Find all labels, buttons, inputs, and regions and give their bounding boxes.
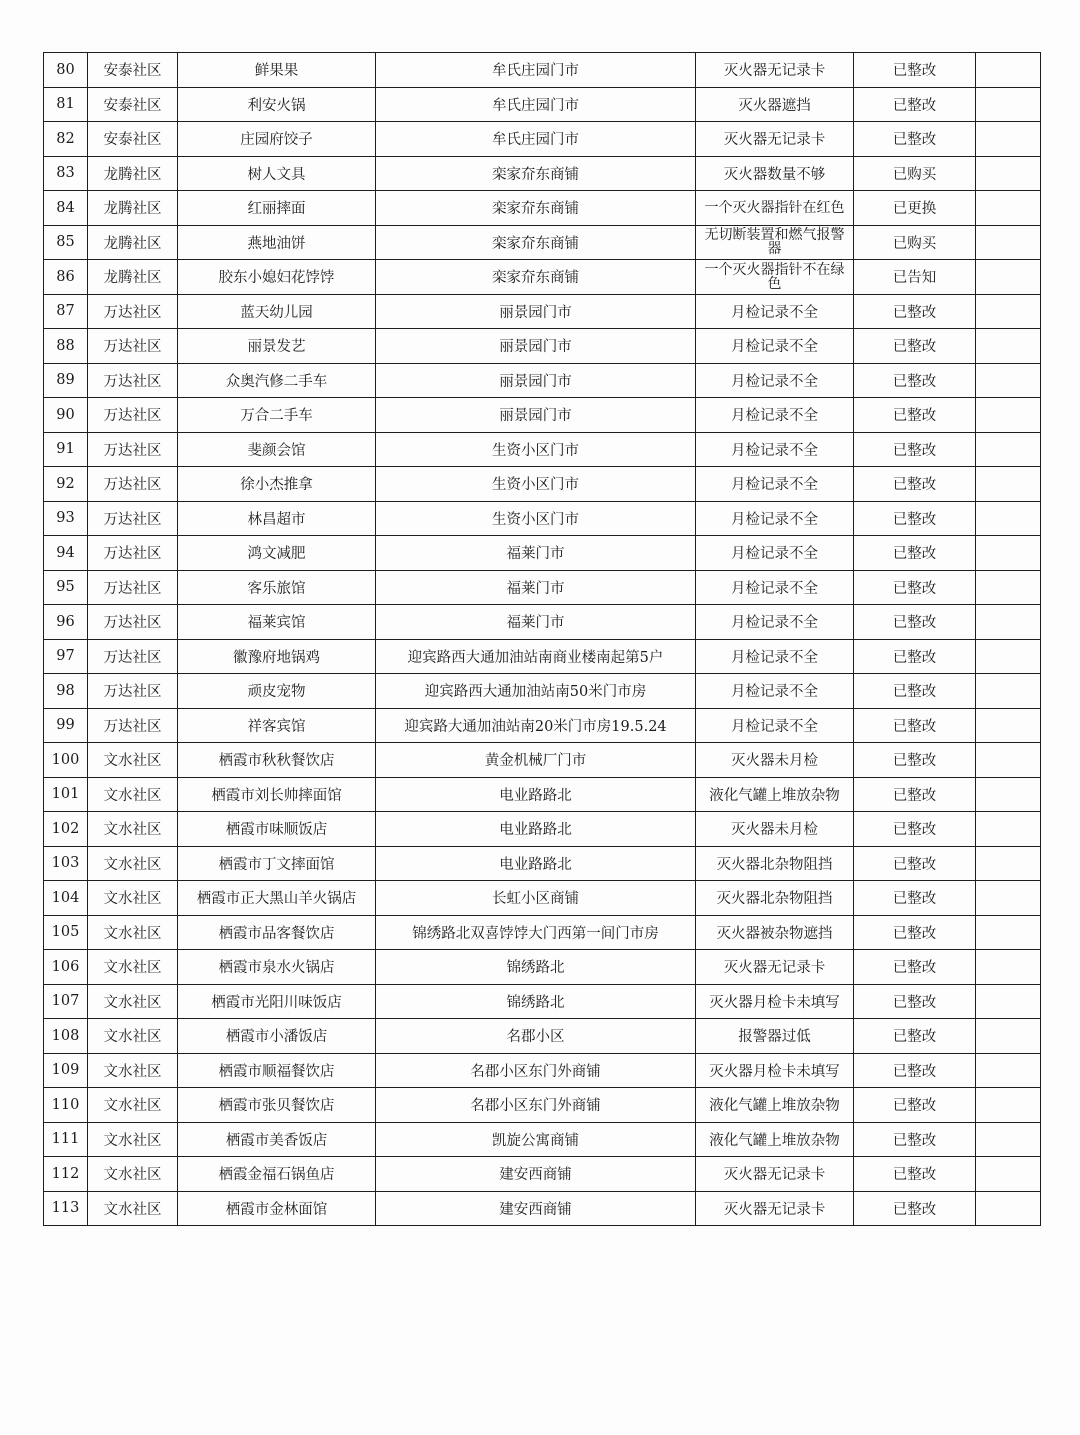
community-cell: 龙腾社区 — [88, 260, 178, 295]
status-cell: 已整改 — [854, 881, 976, 916]
community-cell: 文水社区 — [88, 846, 178, 881]
status-cell: 已整改 — [854, 846, 976, 881]
location-cell: 牟氏庄园门市 — [376, 122, 696, 157]
row-number-cell: 102 — [44, 812, 88, 847]
status-cell: 已整改 — [854, 1019, 976, 1054]
location-cell: 迎宾路西大通加油站南50米门市房 — [376, 674, 696, 709]
table-row — [44, 1053, 1041, 1088]
issue-cell: 灭火器北杂物阻挡 — [696, 881, 854, 916]
remark-cell — [976, 191, 1041, 226]
row-number-cell: 87 — [44, 294, 88, 329]
remark-cell — [976, 674, 1041, 709]
row-number-cell: 98 — [44, 674, 88, 709]
row-number-cell: 88 — [44, 329, 88, 364]
remark-cell — [976, 501, 1041, 536]
community-cell: 文水社区 — [88, 1088, 178, 1123]
row-number-cell: 85 — [44, 225, 88, 260]
business-name-cell: 丽景发艺 — [178, 329, 376, 364]
row-number-cell: 108 — [44, 1019, 88, 1054]
table-row — [44, 122, 1041, 157]
remark-cell — [976, 1088, 1041, 1123]
issue-cell: 月检记录不全 — [696, 570, 854, 605]
status-cell: 已购买 — [854, 156, 976, 191]
location-cell: 福莱门市 — [376, 570, 696, 605]
location-cell: 名郡小区东门外商铺 — [376, 1088, 696, 1123]
community-cell: 安泰社区 — [88, 53, 178, 88]
row-number-cell: 81 — [44, 87, 88, 122]
community-cell: 万达社区 — [88, 639, 178, 674]
status-cell: 已整改 — [854, 950, 976, 985]
business-name-cell: 栖霞市光阳川味饭店 — [178, 984, 376, 1019]
business-name-cell: 栖霞市正大黑山羊火锅店 — [178, 881, 376, 916]
row-number-cell: 107 — [44, 984, 88, 1019]
community-cell: 万达社区 — [88, 605, 178, 640]
remark-cell — [976, 1157, 1041, 1192]
issue-cell: 月检记录不全 — [696, 363, 854, 398]
location-cell: 建安西商铺 — [376, 1191, 696, 1226]
location-cell: 栾家夼东商铺 — [376, 191, 696, 226]
community-cell: 文水社区 — [88, 881, 178, 916]
community-cell: 万达社区 — [88, 432, 178, 467]
issue-cell: 灭火器无记录卡 — [696, 950, 854, 985]
business-name-cell: 鸿文减肥 — [178, 536, 376, 571]
community-cell: 文水社区 — [88, 1122, 178, 1157]
status-cell: 已整改 — [854, 329, 976, 364]
row-number-cell: 97 — [44, 639, 88, 674]
remark-cell — [976, 432, 1041, 467]
table-row — [44, 87, 1041, 122]
business-name-cell: 栖霞市品客餐饮店 — [178, 915, 376, 950]
status-cell: 已整改 — [854, 294, 976, 329]
business-name-cell: 栖霞市泉水火锅店 — [178, 950, 376, 985]
table-row — [44, 225, 1041, 260]
issue-cell: 月检记录不全 — [696, 501, 854, 536]
community-cell: 万达社区 — [88, 536, 178, 571]
table-row — [44, 432, 1041, 467]
remark-cell — [976, 53, 1041, 88]
issue-cell: 月检记录不全 — [696, 536, 854, 571]
business-name-cell: 祥客宾馆 — [178, 708, 376, 743]
remark-cell — [976, 1019, 1041, 1054]
issue-cell: 一个灭火器指针不在绿色 — [696, 260, 854, 295]
row-number-cell: 105 — [44, 915, 88, 950]
location-cell: 名郡小区东门外商铺 — [376, 1053, 696, 1088]
issue-cell: 月检记录不全 — [696, 639, 854, 674]
row-number-cell: 92 — [44, 467, 88, 502]
location-cell: 凯旋公寓商铺 — [376, 1122, 696, 1157]
issue-cell: 灭火器月检卡未填写 — [696, 984, 854, 1019]
status-cell: 已整改 — [854, 432, 976, 467]
row-number-cell: 101 — [44, 777, 88, 812]
issue-cell: 灭火器未月检 — [696, 812, 854, 847]
remark-cell — [976, 467, 1041, 502]
issue-cell: 月检记录不全 — [696, 294, 854, 329]
issue-cell: 一个灭火器指针在红色 — [696, 191, 854, 226]
table-row — [44, 467, 1041, 502]
remark-cell — [976, 950, 1041, 985]
issue-cell: 灭火器被杂物遮挡 — [696, 915, 854, 950]
location-cell: 栾家夼东商铺 — [376, 260, 696, 295]
table-row — [44, 1157, 1041, 1192]
community-cell: 万达社区 — [88, 363, 178, 398]
location-cell: 电业路路北 — [376, 777, 696, 812]
business-name-cell: 树人文具 — [178, 156, 376, 191]
table-row — [44, 777, 1041, 812]
status-cell: 已整改 — [854, 53, 976, 88]
status-cell: 已整改 — [854, 87, 976, 122]
location-cell: 锦绣路北 — [376, 950, 696, 985]
table-row — [44, 191, 1041, 226]
location-cell: 丽景园门市 — [376, 363, 696, 398]
issue-cell: 月检记录不全 — [696, 708, 854, 743]
location-cell: 名郡小区 — [376, 1019, 696, 1054]
issue-cell: 液化气罐上堆放杂物 — [696, 777, 854, 812]
community-cell: 万达社区 — [88, 294, 178, 329]
table-row — [44, 639, 1041, 674]
table-row — [44, 53, 1041, 88]
location-cell: 生资小区门市 — [376, 467, 696, 502]
status-cell: 已整改 — [854, 398, 976, 433]
row-number-cell: 93 — [44, 501, 88, 536]
status-cell: 已整改 — [854, 1088, 976, 1123]
location-cell: 锦绣路北 — [376, 984, 696, 1019]
location-cell: 电业路路北 — [376, 812, 696, 847]
status-cell: 已整改 — [854, 915, 976, 950]
community-cell: 文水社区 — [88, 1019, 178, 1054]
business-name-cell: 栖霞市张贝餐饮店 — [178, 1088, 376, 1123]
community-cell: 万达社区 — [88, 674, 178, 709]
status-cell: 已整改 — [854, 570, 976, 605]
table-row — [44, 329, 1041, 364]
row-number-cell: 100 — [44, 743, 88, 778]
issue-cell: 月检记录不全 — [696, 674, 854, 709]
business-name-cell: 栖霞市刘长帅摔面馆 — [178, 777, 376, 812]
remark-cell — [976, 536, 1041, 571]
table-row — [44, 1088, 1041, 1123]
status-cell: 已告知 — [854, 260, 976, 295]
business-name-cell: 栖霞市小潘饭店 — [178, 1019, 376, 1054]
community-cell: 龙腾社区 — [88, 225, 178, 260]
business-name-cell: 万合二手车 — [178, 398, 376, 433]
row-number-cell: 89 — [44, 363, 88, 398]
community-cell: 文水社区 — [88, 1053, 178, 1088]
table-row — [44, 363, 1041, 398]
remark-cell — [976, 881, 1041, 916]
remark-cell — [976, 122, 1041, 157]
row-number-cell: 111 — [44, 1122, 88, 1157]
business-name-cell: 福莱宾馆 — [178, 605, 376, 640]
community-cell: 文水社区 — [88, 984, 178, 1019]
business-name-cell: 鲜果果 — [178, 53, 376, 88]
row-number-cell: 96 — [44, 605, 88, 640]
status-cell: 已整改 — [854, 639, 976, 674]
remark-cell — [976, 708, 1041, 743]
remark-cell — [976, 570, 1041, 605]
table-row — [44, 1019, 1041, 1054]
community-cell: 文水社区 — [88, 743, 178, 778]
status-cell: 已整改 — [854, 536, 976, 571]
row-number-cell: 82 — [44, 122, 88, 157]
table-row — [44, 501, 1041, 536]
status-cell: 已整改 — [854, 674, 976, 709]
row-number-cell: 91 — [44, 432, 88, 467]
community-cell: 万达社区 — [88, 398, 178, 433]
issue-cell: 灭火器未月检 — [696, 743, 854, 778]
business-name-cell: 客乐旅馆 — [178, 570, 376, 605]
row-number-cell: 94 — [44, 536, 88, 571]
business-name-cell: 林昌超市 — [178, 501, 376, 536]
location-cell: 电业路路北 — [376, 846, 696, 881]
issue-cell: 灭火器遮挡 — [696, 87, 854, 122]
table-row — [44, 1191, 1041, 1226]
issue-cell: 月检记录不全 — [696, 398, 854, 433]
status-cell: 已整改 — [854, 777, 976, 812]
inspection-table — [43, 52, 1041, 1226]
status-cell: 已更换 — [854, 191, 976, 226]
table-row — [44, 743, 1041, 778]
status-cell: 已整改 — [854, 122, 976, 157]
community-cell: 万达社区 — [88, 467, 178, 502]
table-row — [44, 674, 1041, 709]
issue-cell: 月检记录不全 — [696, 329, 854, 364]
location-cell: 牟氏庄园门市 — [376, 87, 696, 122]
remark-cell — [976, 984, 1041, 1019]
community-cell: 安泰社区 — [88, 122, 178, 157]
row-number-cell: 83 — [44, 156, 88, 191]
location-cell: 福莱门市 — [376, 605, 696, 640]
community-cell: 文水社区 — [88, 812, 178, 847]
location-cell: 丽景园门市 — [376, 294, 696, 329]
status-cell: 已整改 — [854, 743, 976, 778]
community-cell: 龙腾社区 — [88, 191, 178, 226]
remark-cell — [976, 812, 1041, 847]
location-cell: 生资小区门市 — [376, 432, 696, 467]
issue-cell: 月检记录不全 — [696, 605, 854, 640]
table-row — [44, 1122, 1041, 1157]
status-cell: 已购买 — [854, 225, 976, 260]
community-cell: 文水社区 — [88, 950, 178, 985]
business-name-cell: 栖霞市秋秋餐饮店 — [178, 743, 376, 778]
status-cell: 已整改 — [854, 1157, 976, 1192]
table-row — [44, 398, 1041, 433]
business-name-cell: 蓝天幼儿园 — [178, 294, 376, 329]
remark-cell — [976, 605, 1041, 640]
row-number-cell: 109 — [44, 1053, 88, 1088]
location-cell: 生资小区门市 — [376, 501, 696, 536]
issue-cell: 灭火器北杂物阻挡 — [696, 846, 854, 881]
location-cell: 长虹小区商铺 — [376, 881, 696, 916]
issue-cell: 灭火器无记录卡 — [696, 122, 854, 157]
issue-cell: 灭火器无记录卡 — [696, 1191, 854, 1226]
remark-cell — [976, 398, 1041, 433]
table-row — [44, 156, 1041, 191]
business-name-cell: 栖霞市味顺饭店 — [178, 812, 376, 847]
row-number-cell: 80 — [44, 53, 88, 88]
row-number-cell: 112 — [44, 1157, 88, 1192]
issue-cell: 月检记录不全 — [696, 467, 854, 502]
location-cell: 栾家夼东商铺 — [376, 156, 696, 191]
location-cell: 牟氏庄园门市 — [376, 53, 696, 88]
business-name-cell: 燕地油饼 — [178, 225, 376, 260]
business-name-cell: 红丽摔面 — [178, 191, 376, 226]
status-cell: 已整改 — [854, 812, 976, 847]
business-name-cell: 栖霞市丁文摔面馆 — [178, 846, 376, 881]
location-cell: 丽景园门市 — [376, 398, 696, 433]
row-number-cell: 106 — [44, 950, 88, 985]
issue-cell: 灭火器无记录卡 — [696, 53, 854, 88]
status-cell: 已整改 — [854, 467, 976, 502]
community-cell: 文水社区 — [88, 1157, 178, 1192]
community-cell: 万达社区 — [88, 501, 178, 536]
status-cell: 已整改 — [854, 984, 976, 1019]
location-cell: 建安西商铺 — [376, 1157, 696, 1192]
community-cell: 文水社区 — [88, 915, 178, 950]
business-name-cell: 栖霞市顺福餐饮店 — [178, 1053, 376, 1088]
row-number-cell: 95 — [44, 570, 88, 605]
issue-cell: 无切断装置和燃气报警器 — [696, 225, 854, 260]
row-number-cell: 104 — [44, 881, 88, 916]
business-name-cell: 徽豫府地锅鸡 — [178, 639, 376, 674]
community-cell: 万达社区 — [88, 708, 178, 743]
business-name-cell: 胶东小媳妇花饽饽 — [178, 260, 376, 295]
business-name-cell: 栖霞金福石锅鱼店 — [178, 1157, 376, 1192]
table-row — [44, 915, 1041, 950]
inspection-table-body — [44, 53, 1041, 1226]
table-row — [44, 846, 1041, 881]
remark-cell — [976, 639, 1041, 674]
issue-cell: 灭火器月检卡未填写 — [696, 1053, 854, 1088]
row-number-cell: 113 — [44, 1191, 88, 1226]
row-number-cell: 84 — [44, 191, 88, 226]
table-row — [44, 950, 1041, 985]
issue-cell: 液化气罐上堆放杂物 — [696, 1122, 854, 1157]
issue-cell: 液化气罐上堆放杂物 — [696, 1088, 854, 1123]
location-cell: 丽景园门市 — [376, 329, 696, 364]
location-cell: 迎宾路大通加油站南20米门市房19.5.24 — [376, 708, 696, 743]
table-row — [44, 881, 1041, 916]
remark-cell — [976, 777, 1041, 812]
location-cell: 黄金机械厂门市 — [376, 743, 696, 778]
status-cell: 已整改 — [854, 1191, 976, 1226]
community-cell: 万达社区 — [88, 329, 178, 364]
remark-cell — [976, 87, 1041, 122]
business-name-cell: 栖霞市美香饭店 — [178, 1122, 376, 1157]
table-row — [44, 536, 1041, 571]
remark-cell — [976, 294, 1041, 329]
community-cell: 万达社区 — [88, 570, 178, 605]
row-number-cell: 110 — [44, 1088, 88, 1123]
business-name-cell: 斐颜会馆 — [178, 432, 376, 467]
table-row — [44, 984, 1041, 1019]
remark-cell — [976, 329, 1041, 364]
location-cell: 锦绣路北双喜饽饽大门西第一间门市房 — [376, 915, 696, 950]
remark-cell — [976, 1053, 1041, 1088]
remark-cell — [976, 846, 1041, 881]
table-row — [44, 294, 1041, 329]
status-cell: 已整改 — [854, 363, 976, 398]
remark-cell — [976, 260, 1041, 295]
status-cell: 已整改 — [854, 501, 976, 536]
status-cell: 已整改 — [854, 708, 976, 743]
row-number-cell: 90 — [44, 398, 88, 433]
table-row — [44, 570, 1041, 605]
row-number-cell: 103 — [44, 846, 88, 881]
table-row — [44, 812, 1041, 847]
remark-cell — [976, 1191, 1041, 1226]
community-cell: 龙腾社区 — [88, 156, 178, 191]
community-cell: 文水社区 — [88, 777, 178, 812]
table-row — [44, 708, 1041, 743]
table-row — [44, 260, 1041, 295]
remark-cell — [976, 225, 1041, 260]
business-name-cell: 徐小杰推拿 — [178, 467, 376, 502]
issue-cell: 月检记录不全 — [696, 432, 854, 467]
location-cell: 栾家夼东商铺 — [376, 225, 696, 260]
remark-cell — [976, 363, 1041, 398]
status-cell: 已整改 — [854, 1122, 976, 1157]
location-cell: 迎宾路西大通加油站南商业楼南起第5户 — [376, 639, 696, 674]
business-name-cell: 栖霞市金林面馆 — [178, 1191, 376, 1226]
status-cell: 已整改 — [854, 1053, 976, 1088]
remark-cell — [976, 743, 1041, 778]
community-cell: 文水社区 — [88, 1191, 178, 1226]
location-cell: 福莱门市 — [376, 536, 696, 571]
business-name-cell: 利安火锅 — [178, 87, 376, 122]
remark-cell — [976, 1122, 1041, 1157]
remark-cell — [976, 156, 1041, 191]
status-cell: 已整改 — [854, 605, 976, 640]
remark-cell — [976, 915, 1041, 950]
business-name-cell: 顽皮宠物 — [178, 674, 376, 709]
issue-cell: 报警器过低 — [696, 1019, 854, 1054]
business-name-cell: 众奥汽修二手车 — [178, 363, 376, 398]
row-number-cell: 86 — [44, 260, 88, 295]
issue-cell: 灭火器数量不够 — [696, 156, 854, 191]
business-name-cell: 庄园府饺子 — [178, 122, 376, 157]
issue-cell: 灭火器无记录卡 — [696, 1157, 854, 1192]
row-number-cell: 99 — [44, 708, 88, 743]
community-cell: 安泰社区 — [88, 87, 178, 122]
table-row — [44, 605, 1041, 640]
